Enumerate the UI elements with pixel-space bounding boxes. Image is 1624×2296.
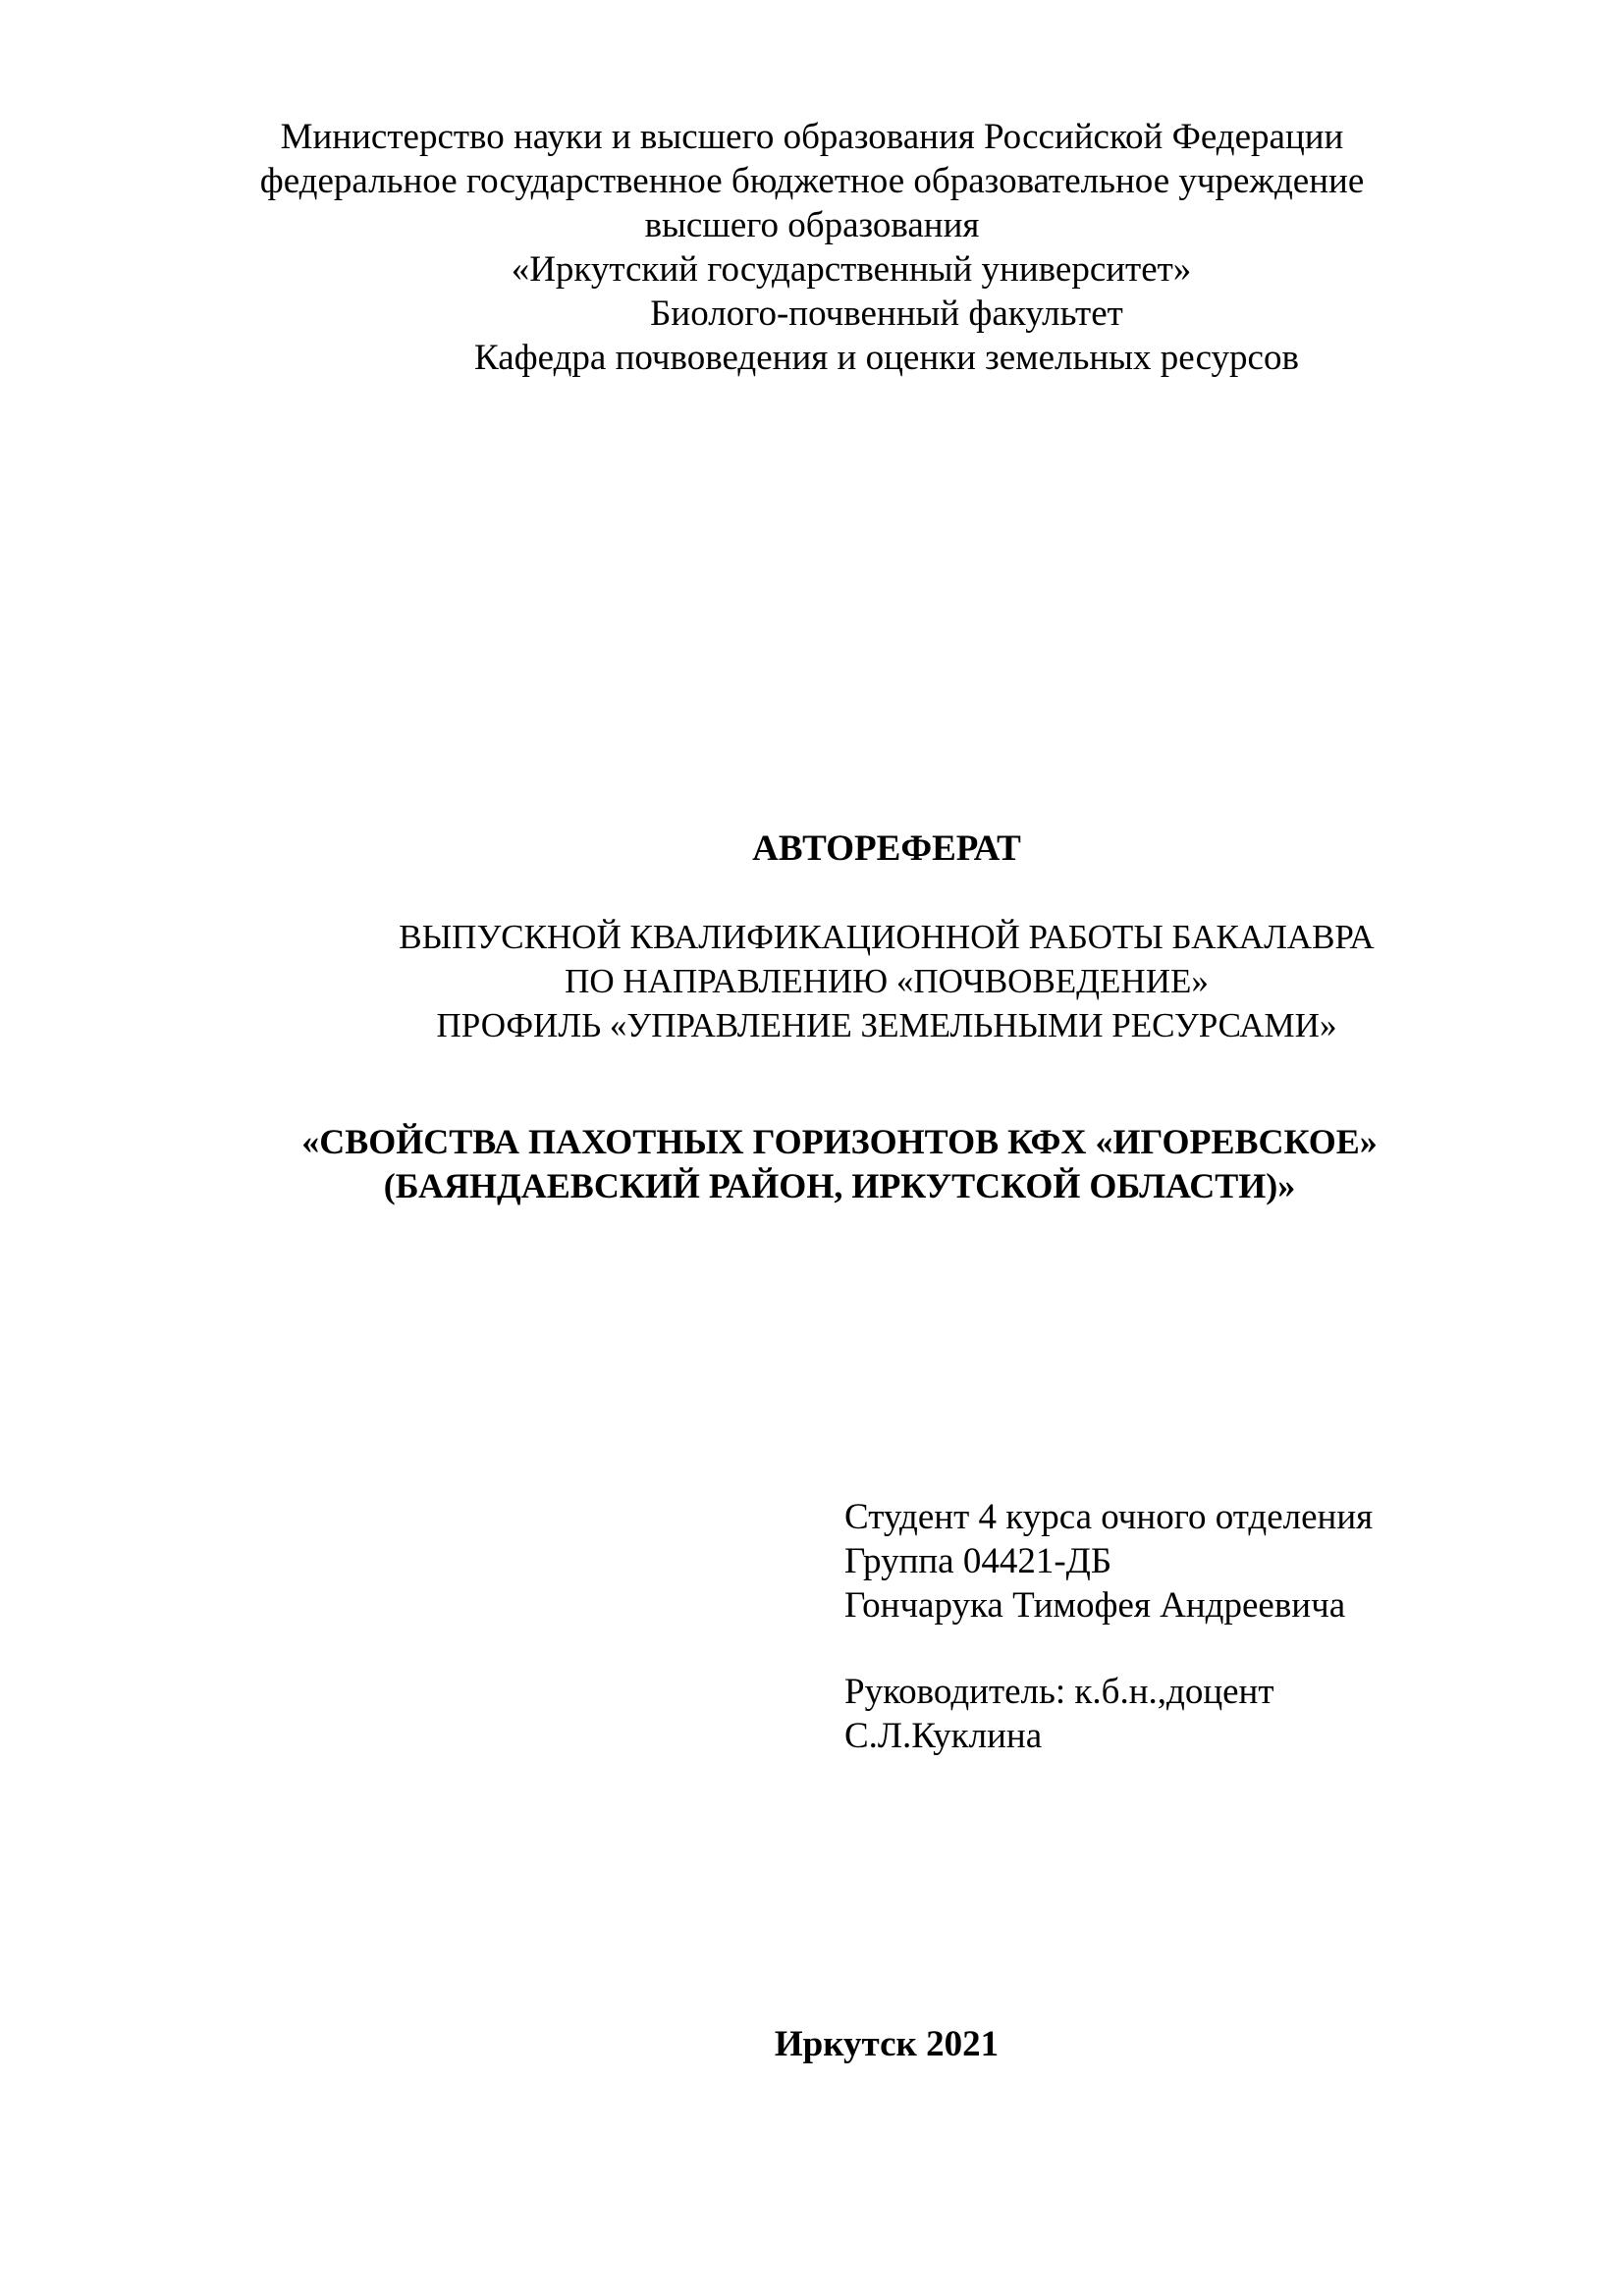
subtitle-line-3: ПРОФИЛЬ «УПРАВЛЕНИЕ ЗЕМЕЛЬНЫМИ РЕСУРСАМИ» — [436, 1006, 1337, 1044]
subtitle-line-2: ПО НАПРАВЛЕНИЮ «ПОЧВОВЕДЕНИЕ» — [565, 962, 1209, 1000]
faculty-line: Биолого-почвенный факультет — [650, 294, 1123, 334]
work-title-line-2: (БАЯНДАЕВСКИЙ РАЙОН, ИРКУТСКОЙ ОБЛАСТИ)» — [383, 1166, 1296, 1205]
work-title-line-1: «СВОЙСТВА ПАХОТНЫХ ГОРИЗОНТОВ КФХ «ИГОРЕВСКОЕ» — [301, 1122, 1378, 1161]
university-line: «Иркутский государственный университет» — [511, 249, 1192, 290]
author-course: Студент 4 курса очного отделения — [844, 1497, 1374, 1537]
subtitle-line-1: ВЫПУСКНОЙ КВАЛИФИКАЦИОННОЙ РАБОТЫ БАКАЛАВРА — [399, 918, 1375, 956]
author-name: Гончарука Тимофея Андреевича — [844, 1585, 1346, 1626]
institution-type-line: федеральное государственное бюджетное образовательное учреждение — [259, 161, 1365, 201]
department-line: Кафедра почвоведения и оценки земельных ресурсов — [474, 338, 1299, 378]
supervisor-role: Руководитель: к.б.н.,доцент — [844, 1672, 1274, 1712]
city-year: Иркутск 2021 — [774, 2024, 1000, 2064]
education-level-line: высшего образования — [644, 205, 980, 245]
ministry-line: Министерство науки и высшего образования Российской Федерации — [280, 117, 1344, 157]
document-type-heading: АВТОРЕФЕРАТ — [752, 828, 1021, 869]
author-group: Группа 04421-ДБ — [844, 1541, 1112, 1581]
supervisor-name: С.Л.Куклина — [844, 1716, 1043, 1756]
